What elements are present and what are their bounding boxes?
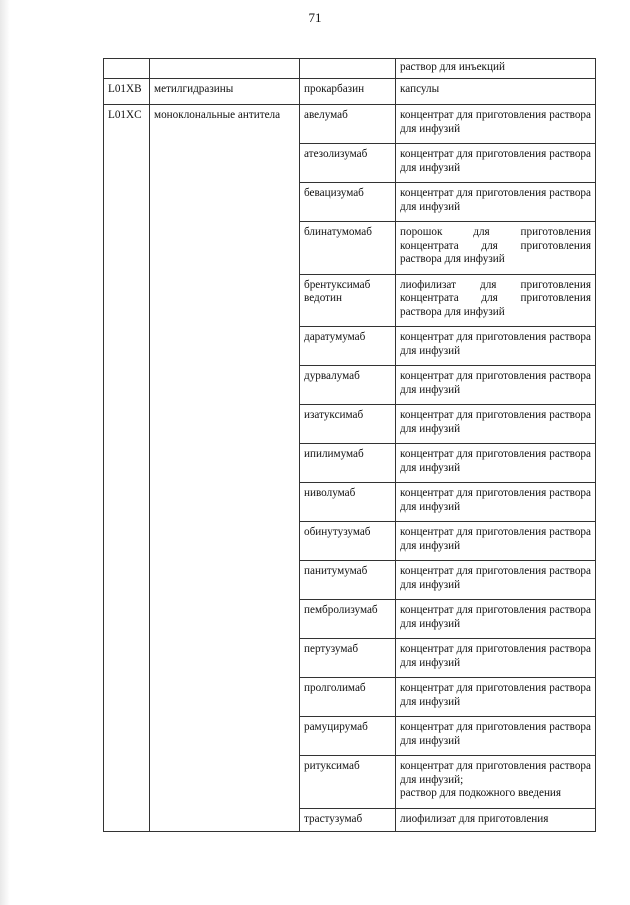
group-cell <box>150 59 300 79</box>
drug-table <box>103 58 596 832</box>
dosage-form-cell: концентрат для приготовления раствора для инфузий <box>396 405 596 444</box>
dosage-form-cell: концентрат для приготовления раствора для инфузий <box>396 327 596 366</box>
dosage-form-cell: концентрат для приготовления раствора для инфузий <box>396 183 596 222</box>
dosage-form-cell: капсулы <box>396 79 596 105</box>
dosage-form-cell: концентрат для приготовления раствора для инфузий <box>396 717 596 756</box>
drug-name-cell: прокарбазин <box>300 79 396 105</box>
drug-name-cell: атезолизумаб <box>300 144 396 183</box>
dosage-form-cell: концентрат для приготовления раствора для инфузий <box>396 483 596 522</box>
drug-name-cell: пембролизумаб <box>300 600 396 639</box>
dosage-form-cell: раствор для инъекций <box>396 59 596 79</box>
dosage-form-cell: концентрат для приготовления раствора для инфузий <box>396 105 596 144</box>
drug-name-cell: изатуксимаб <box>300 405 396 444</box>
drug-name-cell <box>300 59 396 79</box>
drug-name-cell: ритуксимаб <box>300 756 396 809</box>
drug-name-cell: бевацизумаб <box>300 183 396 222</box>
table-row <box>104 105 596 144</box>
drug-name-cell: обинутузумаб <box>300 522 396 561</box>
drug-name-cell: ниволумаб <box>300 483 396 522</box>
atc-code-cell: L01XB <box>104 79 150 105</box>
table-row <box>104 59 596 79</box>
group-cell: метилгидразины <box>150 79 300 105</box>
dosage-form-cell: концентрат для приготовления раствора для инфузий <box>396 678 596 717</box>
dosage-form-cell: концентрат для приготовления раствора для инфузий <box>396 639 596 678</box>
atc-code-cell: L01XC <box>104 105 150 832</box>
page-number: 71 <box>308 10 322 25</box>
atc-code-cell <box>104 59 150 79</box>
drug-name-cell: ипилимумаб <box>300 444 396 483</box>
group-cell: моноклональные антитела <box>150 105 300 832</box>
drug-name-cell: блинатумомаб <box>300 222 396 275</box>
dosage-form-cell: концентрат для приготовления раствора для инфузий <box>396 522 596 561</box>
dosage-form-cell: концентрат для приготовления раствора для инфузий <box>396 366 596 405</box>
drug-name-cell: рамуцирумаб <box>300 717 396 756</box>
dosage-form-cell: концентрат для приготовления раствора для инфузий; раствор для подкожного введения <box>396 756 596 809</box>
drug-name-cell: брентуксимаб ведотин <box>300 274 396 327</box>
drug-name-cell: трастузумаб <box>300 808 396 831</box>
drug-name-cell: даратумумаб <box>300 327 396 366</box>
dosage-form-cell: лиофилизат для приготовления концентрата для приготовления раствора для инфузий <box>396 274 596 327</box>
drug-name-cell: пролголимаб <box>300 678 396 717</box>
drug-name-cell: панитумумаб <box>300 561 396 600</box>
dosage-form-cell: концентрат для приготовления раствора для инфузий <box>396 600 596 639</box>
table-row <box>104 79 596 105</box>
drug-name-cell: дурвалумаб <box>300 366 396 405</box>
drug-name-cell: пертузумаб <box>300 639 396 678</box>
dosage-form-cell: концентрат для приготовления раствора для инфузий <box>396 561 596 600</box>
dosage-form-cell: порошок для приготовления концентрата для приготовления раствора для инфузий <box>396 222 596 275</box>
dosage-form-cell: концентрат для приготовления раствора для инфузий <box>396 144 596 183</box>
dosage-form-cell: концентрат для приготовления раствора для инфузий <box>396 444 596 483</box>
scan-edge-shadow <box>0 0 10 905</box>
drug-name-cell: авелумаб <box>300 105 396 144</box>
dosage-form-cell: лиофилизат для приготовления <box>396 808 596 831</box>
